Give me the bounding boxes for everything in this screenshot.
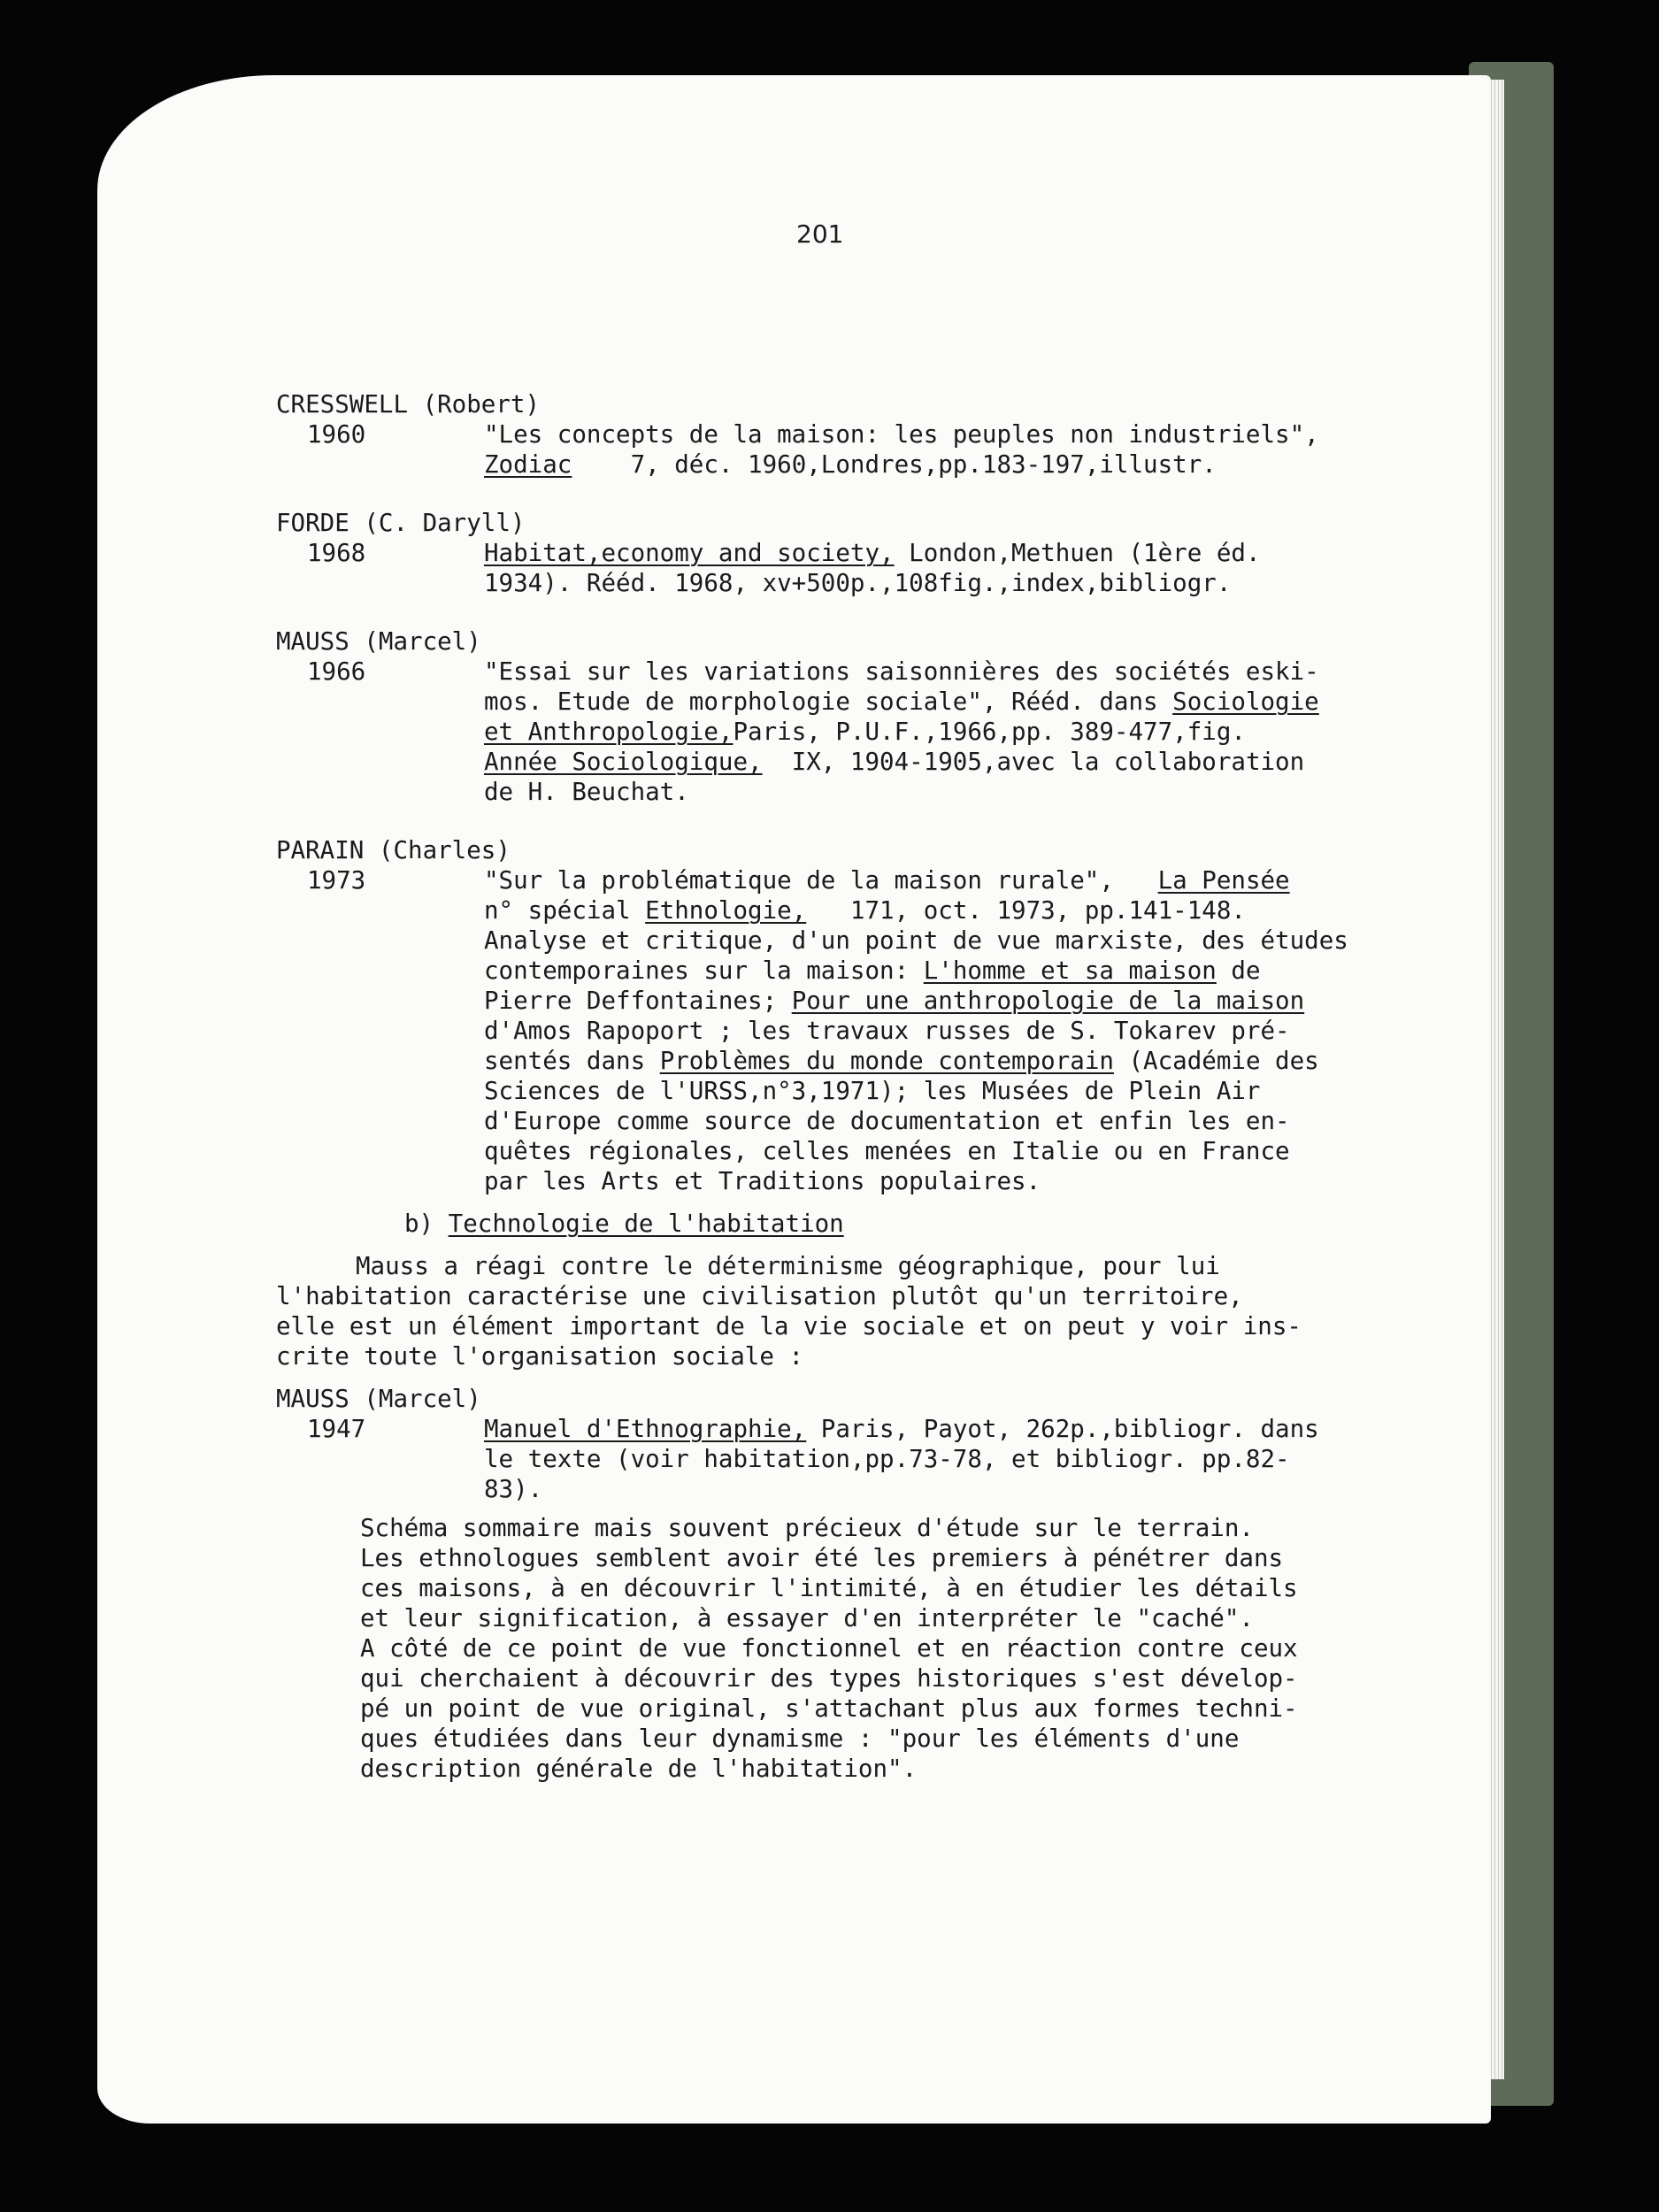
journal-title: Zodiac: [484, 450, 572, 479]
entry-body: [276, 865, 1417, 1196]
book-title: et Anthropologie,: [484, 718, 733, 746]
entry-line-part: contemporaines sur la maison:: [484, 956, 924, 985]
body-paragraph: [276, 1251, 1417, 1371]
entry-line: Sciences de l'URSS,n°3,1971); les Musées de Plein Air: [484, 1077, 1261, 1105]
note-line: et leur signification, à essayer d'en interpréter le "caché".: [360, 1604, 1254, 1632]
entry-line-part: mos. Etude de morphologie sociale", Rééd. dans: [484, 687, 1173, 716]
entry-text: [484, 538, 1417, 598]
entry-line: [484, 1414, 1417, 1444]
journal-title: La Pensée: [1157, 866, 1290, 895]
entry-line: d'Amos Rapoport ; les travaux russes de S. Tokarev pré-: [484, 1017, 1290, 1045]
paragraph-line: Mauss a réagi contre le déterminisme géographique, pour lui: [356, 1252, 1220, 1280]
entry-line: [484, 895, 1417, 926]
page-number: 201: [796, 219, 844, 249]
note-line: pé un point de vue original, s'attachant plus aux formes techni-: [360, 1694, 1298, 1723]
entry-line-rest: 171, oct. 1973, pp.141-148.: [806, 896, 1246, 925]
entry-line: 1934). Rééd. 1968, xv+500p.,108fig.,index,bibliogr.: [484, 569, 1232, 597]
journal-title: Problèmes du monde contemporain: [659, 1047, 1114, 1075]
bib-entry: [276, 508, 1417, 598]
entry-body: [276, 538, 1417, 598]
note-line: qui cherchaient à découvrir des types historiques s'est dévelop-: [360, 1664, 1298, 1693]
entry-author: PARAIN (Charles): [276, 836, 511, 864]
entry-line: [484, 449, 1417, 480]
entry-line: [484, 1046, 1417, 1076]
entry-line: [484, 717, 1417, 747]
entry-line: [484, 687, 1417, 717]
book-title: L'homme et sa maison: [923, 956, 1217, 985]
entry-line-part: n° spécial: [484, 896, 646, 925]
entry-year: 1966: [307, 657, 366, 686]
entry-line-part: Pierre Deffontaines;: [484, 987, 792, 1015]
journal-title: Année Sociologique,: [484, 748, 763, 776]
entry-line-rest: (Académie des: [1113, 1047, 1319, 1075]
entry-text: [484, 865, 1417, 1196]
book-title: Pour une anthropologie de la maison: [791, 987, 1305, 1015]
entry-line: [484, 865, 1417, 895]
note-line: Schéma sommaire mais souvent précieux d'étude sur le terrain.: [360, 1514, 1254, 1542]
entry-line: le texte (voir habitation,pp.73-78, et bibliogr. pp.82-: [484, 1445, 1290, 1473]
section-title: Technologie de l'habitation: [448, 1210, 844, 1238]
entry-line: Analyse et critique, d'un point de vue marxiste, des études: [484, 926, 1348, 955]
entry-line: "Essai sur les variations saisonnières des sociétés eski-: [484, 657, 1319, 686]
entry-year: 1968: [307, 539, 366, 567]
entry-year: 1947: [307, 1415, 366, 1443]
entry-author: FORDE (C. Daryll): [276, 509, 526, 537]
entry-line: de H. Beuchat.: [484, 778, 689, 806]
entry-body: [276, 419, 1417, 480]
entry-line: d'Europe comme source de documentation et enfin les en-: [484, 1107, 1290, 1135]
entry-line: [484, 986, 1417, 1016]
entry-line: [484, 956, 1417, 986]
section-heading: [276, 1209, 1417, 1239]
book-title: Habitat,economy and society,: [484, 539, 895, 567]
note-line: Les ethnologues semblent avoir été les premiers à pénétrer dans: [360, 1544, 1284, 1572]
entry-body: [276, 657, 1417, 807]
bib-entry: [276, 835, 1417, 1196]
book-title: Sociologie: [1172, 687, 1319, 716]
entry-author: MAUSS (Marcel): [276, 1385, 481, 1413]
entry-author: MAUSS (Marcel): [276, 627, 481, 656]
entry-text: [484, 1414, 1417, 1504]
paragraph-line: crite toute l'organisation sociale :: [276, 1342, 804, 1371]
issue-title: Ethnologie,: [645, 896, 807, 925]
paragraph-line: l'habitation caractérise une civilisation plutôt qu'un territoire,: [276, 1282, 1243, 1310]
note-line: ces maisons, à en découvrir l'intimité, à en étudier les détails: [360, 1574, 1298, 1602]
entry-line-part: "Sur la problématique de la maison rurale",: [484, 866, 1158, 895]
entry-line-rest: IX, 1904-1905,avec la collaboration: [762, 748, 1305, 776]
entry-year: 1960: [307, 420, 366, 449]
bib-entry: [276, 626, 1417, 807]
entry-author: CRESSWELL (Robert): [276, 390, 541, 419]
entry-line: [484, 538, 1417, 568]
entry-line-rest: Paris, Payot, 262p.,bibliogr. dans: [806, 1415, 1319, 1443]
paragraph-line: elle est un élément important de la vie sociale et on peut y voir ins-: [276, 1312, 1302, 1340]
page-content: [276, 389, 1417, 1784]
entry-line: par les Arts et Traditions populaires.: [484, 1167, 1041, 1195]
book-title: Manuel d'Ethnographie,: [484, 1415, 807, 1443]
note-line: A côté de ce point de vue fonctionnel et en réaction contre ceux: [360, 1634, 1298, 1663]
entry-line: 83).: [484, 1475, 543, 1503]
entry-body: [276, 1414, 1417, 1504]
note-line: ques étudiées dans leur dynamisme : "pour les éléments d'une: [360, 1724, 1240, 1753]
entry-line-rest: Paris, P.U.F.,1966,pp. 389-477,fig.: [733, 718, 1246, 746]
entry-year: 1973: [307, 866, 366, 895]
entry-text: [484, 419, 1417, 480]
entry-line-rest: 7, déc. 1960,Londres,pp.183-197,illustr.: [572, 450, 1217, 479]
entry-line: [484, 747, 1417, 777]
bib-entry: [276, 389, 1417, 480]
entry-text: [484, 657, 1417, 807]
entry-line: quêtes régionales, celles menées en Italie ou en France: [484, 1137, 1290, 1165]
entry-line-part: sentés dans: [484, 1047, 660, 1075]
note-line: description générale de l'habitation".: [360, 1755, 918, 1783]
bib-entry: [276, 1384, 1417, 1504]
entry-line-rest: London,Methuen (1ère éd.: [894, 539, 1261, 567]
entry-line-rest: de: [1216, 956, 1261, 985]
entry-line: "Les concepts de la maison: les peuples non industriels",: [484, 420, 1319, 449]
annotation-note: [276, 1513, 1417, 1784]
section-prefix: b): [404, 1210, 449, 1238]
